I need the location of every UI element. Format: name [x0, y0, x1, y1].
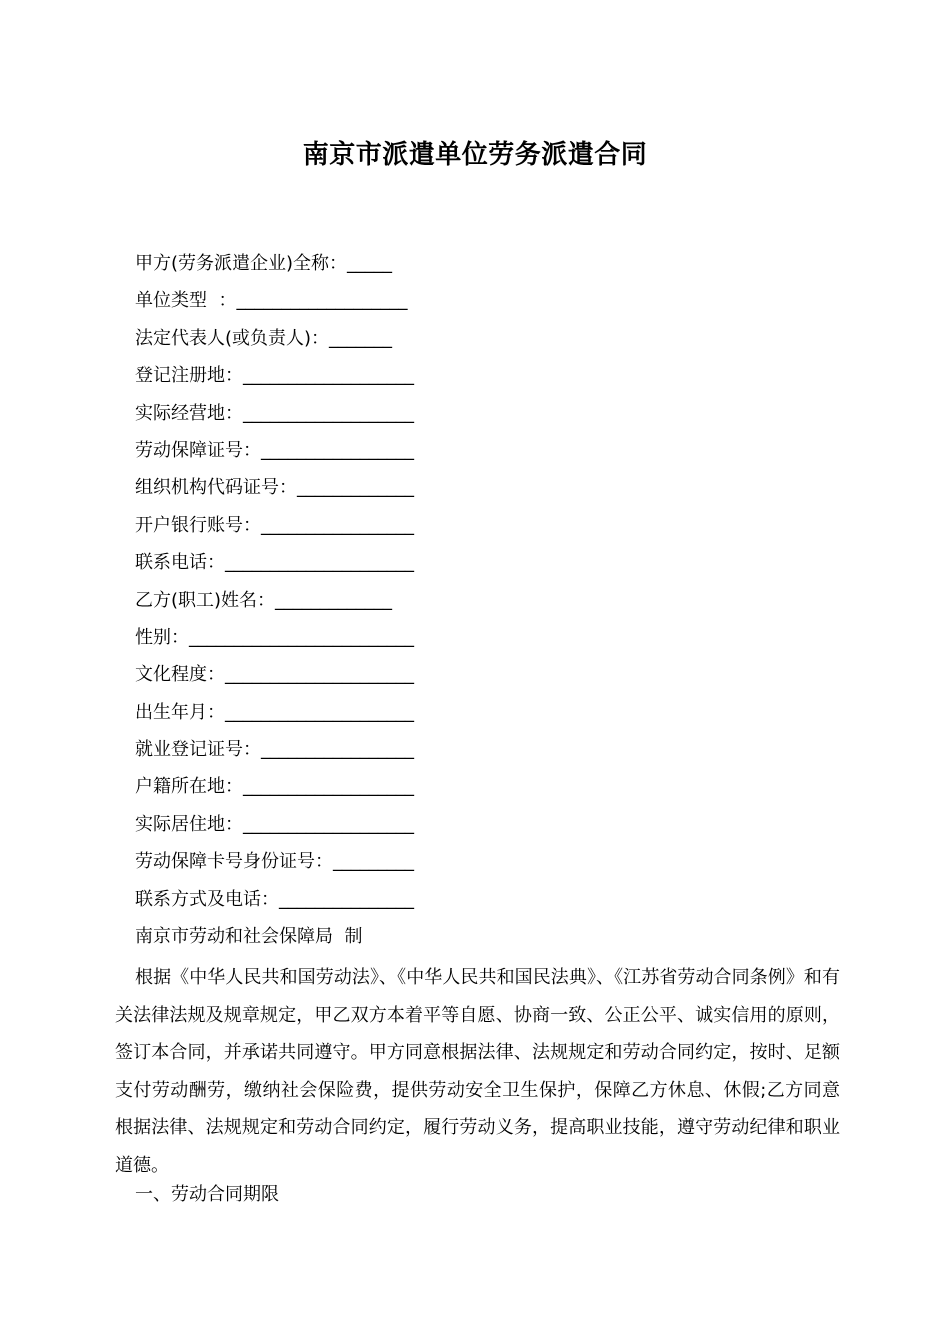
field-label: 联系方式及电话： — [135, 888, 279, 910]
field-blank: _____________________ — [225, 552, 414, 574]
field-label: 实际经营地： — [135, 402, 243, 424]
field-blank: _________________ — [261, 514, 414, 536]
field-label: 户籍所在地： — [135, 776, 243, 798]
field-row — [135, 362, 455, 399]
field-blank: ___________________ — [243, 813, 414, 835]
field-label: 就业登记证号： — [135, 739, 261, 761]
field-label: 联系电话： — [135, 552, 225, 574]
section-heading: 一、劳动合同期限 — [135, 1184, 279, 1205]
field-row — [135, 848, 455, 885]
field-label: 甲方(劳务派遣企业)全称： — [135, 253, 348, 274]
field-label: 组织机构代码证号： — [135, 477, 297, 499]
field-blank: _____________ — [275, 589, 393, 611]
field-label: 单位类型 ： — [135, 290, 237, 312]
field-label: 登记注册地： — [135, 365, 243, 387]
issuer-line: 南京市劳动和社会保障局 制 — [135, 926, 363, 947]
field-row — [135, 437, 455, 474]
field-row — [135, 886, 455, 923]
field-blank: _________ — [333, 851, 414, 873]
field-blank: _____ — [347, 253, 393, 274]
field-row — [135, 400, 455, 437]
field-blank: _________________________ — [189, 626, 414, 648]
field-row — [135, 661, 455, 698]
field-row — [135, 549, 455, 586]
field-blank: ___________________ — [236, 290, 408, 312]
field-row — [135, 624, 455, 661]
field-blank: _____________________ — [225, 664, 414, 686]
field-blank: _________________ — [261, 439, 414, 461]
field-label: 实际居住地： — [135, 813, 243, 835]
field-blank: _______________ — [279, 888, 414, 910]
field-label: 劳动保障证号： — [135, 439, 261, 461]
field-blank: ___________________ — [243, 776, 414, 798]
field-blank: _______ — [329, 327, 393, 349]
document-title: 南京市派遣单位劳务派遣合同 — [302, 140, 648, 170]
field-blank: _____________ — [297, 477, 414, 499]
field-label: 乙方(职工)姓名： — [135, 589, 276, 611]
field-blank: ___________________ — [243, 365, 414, 387]
field-blank: ___________________ — [243, 402, 414, 424]
field-label: 出生年月： — [135, 701, 225, 723]
field-label: 文化程度： — [135, 664, 225, 686]
field-row — [135, 287, 455, 324]
field-row — [135, 250, 455, 287]
field-row — [135, 512, 455, 549]
field-row — [135, 811, 455, 848]
field-row — [135, 474, 455, 511]
field-row — [135, 699, 455, 736]
field-row — [135, 736, 455, 773]
field-row — [135, 325, 455, 362]
field-label: 劳动保障卡号身份证号： — [135, 851, 333, 873]
field-label: 性别： — [135, 626, 189, 648]
field-blank: _____________________ — [225, 701, 414, 723]
info-fields — [135, 250, 455, 923]
field-row — [135, 587, 455, 624]
preamble-paragraph: 根据《中华人民共和国劳动法》、《中华人民共和国民法典》、《江苏省劳动合同条例》和有关法律法规及规章规定，甲乙双方本着平等自愿、协商一致、公正公平、诚实信用的原则，签订本合同，并承诺共同遵守。甲方同意根据法律、法规规定和劳动合同约定，按时、足额支付劳动酬劳，缴纳社会保险费，提供劳动安全卫生保护，保障乙方休息、休假;乙方同意根据法律、法规规定和劳动合同约定，履行劳动义务，提高职业技能，遵守劳动纪律和职业道德。 — [115, 967, 840, 1176]
field-label: 开户银行账号： — [135, 514, 261, 536]
field-row — [135, 773, 455, 810]
field-label: 法定代表人(或负责人)： — [135, 327, 330, 349]
field-blank: _________________ — [261, 739, 414, 761]
